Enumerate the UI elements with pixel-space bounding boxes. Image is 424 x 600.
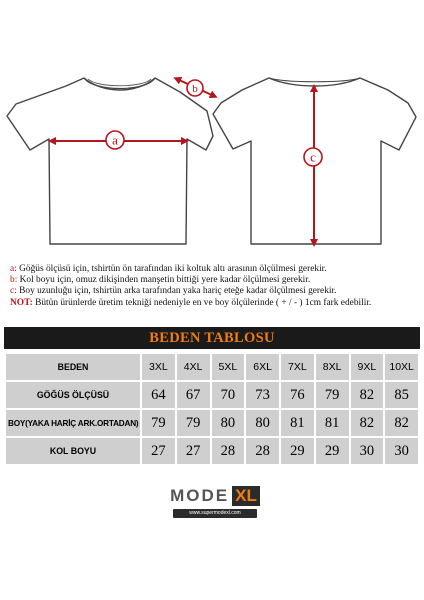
value-cell: 27 — [177, 438, 210, 464]
table-header-row — [6, 354, 418, 380]
table-row — [6, 382, 418, 408]
tshirt-diagram — [0, 0, 424, 262]
row-label: GÖĞÜS ÖLÇÜSÜ — [6, 382, 140, 408]
note-sleeve: b: Kol boyu için, omuz dikişinden manşetin bittiği yere kadar ölçülmesi gerekir. — [10, 275, 311, 286]
size-cell: 6XL — [246, 354, 279, 380]
value-cell: 29 — [281, 438, 314, 464]
measurement-notes — [10, 264, 420, 309]
size-table-title: BEDEN TABLOSU — [149, 329, 275, 346]
row-label: KOL BOYU — [6, 438, 140, 464]
value-cell: 28 — [212, 438, 245, 464]
value-cell: 79 — [316, 382, 349, 408]
value-cell: 81 — [281, 410, 314, 436]
value-cell: 30 — [351, 438, 384, 464]
value-cell: 67 — [177, 382, 210, 408]
value-cell: 82 — [385, 410, 418, 436]
value-cell: 64 — [142, 382, 175, 408]
note-length: c: Boy uzunluğu için, tshirtün arka tarafından yaka hariç eteğe kadar ölçülmesi gerekir. — [10, 286, 337, 297]
value-cell: 82 — [351, 410, 384, 436]
value-cell: 81 — [316, 410, 349, 436]
value-cell: 80 — [246, 410, 279, 436]
table-row — [6, 410, 418, 436]
logo-url: www.supermodexl.com — [173, 509, 257, 518]
value-cell: 79 — [142, 410, 175, 436]
brand-logo — [150, 486, 280, 528]
value-cell: 70 — [212, 382, 245, 408]
value-cell: 28 — [246, 438, 279, 464]
header-label: BEDEN — [6, 354, 140, 380]
size-cell: 4XL — [177, 354, 210, 380]
value-cell: 85 — [385, 382, 418, 408]
size-cell: 3XL — [142, 354, 175, 380]
row-label: BOY(YAKA HARİÇ ARK.ORTADAN) — [6, 410, 140, 436]
size-cell: 7XL — [281, 354, 314, 380]
size-cell: 8XL — [316, 354, 349, 380]
value-cell: 73 — [246, 382, 279, 408]
table-row — [6, 438, 418, 464]
marker-c: c — [310, 149, 316, 165]
size-cell: 5XL — [212, 354, 245, 380]
tshirt-front — [7, 78, 213, 244]
size-table — [4, 352, 420, 466]
size-cell: 10XL — [385, 354, 418, 380]
value-cell: 30 — [385, 438, 418, 464]
value-cell: 79 — [177, 410, 210, 436]
note-chest: a: Göğüs ölçüsü için, tshirtün ön tarafından iki koltuk altı arasının ölçülmesi gerekir. — [10, 264, 327, 274]
value-cell: 27 — [142, 438, 175, 464]
value-cell: 80 — [212, 410, 245, 436]
size-table-title-bar — [4, 327, 420, 349]
value-cell: 29 — [316, 438, 349, 464]
marker-b: b — [192, 83, 198, 95]
logo-xl-text: XL — [232, 486, 260, 506]
value-cell: 82 — [351, 382, 384, 408]
note-tolerance: NOT: Bütün ürünlerde üretim tekniği nedeniyle en ve boy ölçülerinde ( + / - ) 1cm fark edebilir. — [10, 297, 372, 308]
size-cell: 9XL — [351, 354, 384, 380]
value-cell: 76 — [281, 382, 314, 408]
logo-mode-text: MODE — [170, 486, 230, 505]
marker-a: a — [112, 132, 118, 148]
